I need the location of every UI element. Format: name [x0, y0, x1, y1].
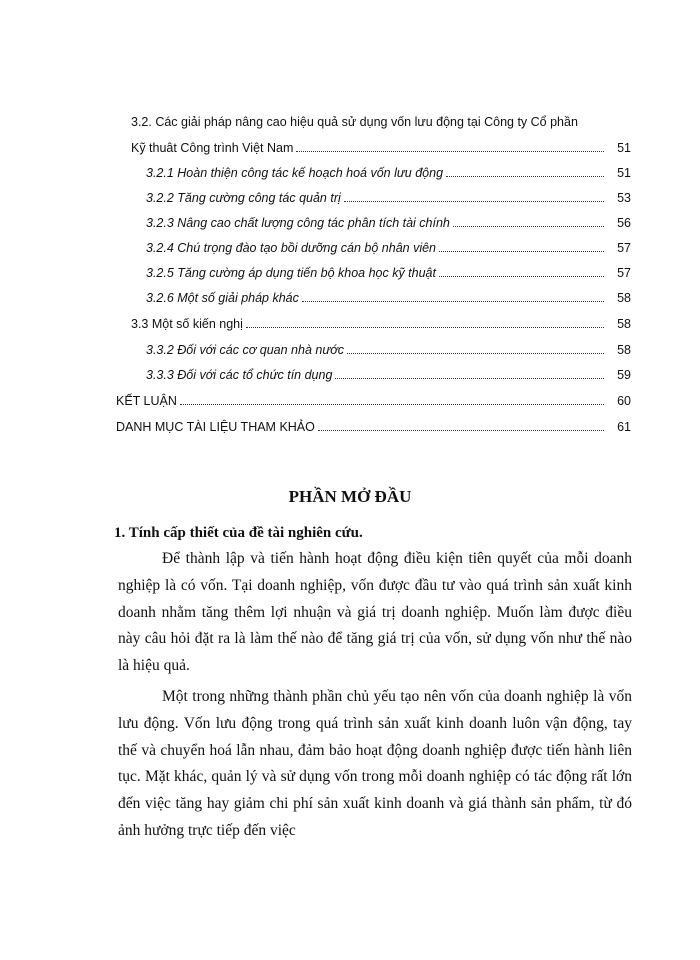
toc-entry-text: 3.2.3 Nâng cao chất lượng công tác phân tích tài chính [146, 216, 450, 230]
toc-entry [146, 290, 631, 306]
toc-page-number: 51 [617, 166, 631, 180]
toc-entry-text: 3.3.2 Đối với các cơ quan nhà nước [146, 343, 345, 357]
toc-entry [146, 265, 631, 281]
toc-entry [146, 367, 631, 383]
toc-entry [131, 316, 631, 332]
toc-page-number: 60 [617, 394, 631, 408]
toc-entry [146, 215, 631, 231]
toc-entry-3-2-title: 3.2. Các giải pháp nâng cao hiệu quả sử dụng vốn lưu động tại Công ty Cổ phần [131, 115, 578, 129]
toc-page-number: 53 [617, 191, 631, 205]
subsection-title: 1. Tính cấp thiết của đề tài nghiên cứu. [114, 525, 363, 541]
toc-leader-dots [453, 216, 604, 227]
toc-entry [146, 342, 631, 358]
toc-leader-dots [439, 241, 604, 252]
toc-entry [146, 165, 631, 181]
toc-leader-dots [344, 191, 604, 202]
toc-leader-dots [302, 291, 604, 302]
toc-page-number: 58 [617, 317, 631, 331]
toc-leader-dots [335, 368, 604, 379]
toc-leader-dots [246, 317, 604, 328]
toc-page-number: 56 [617, 216, 631, 230]
toc-entry [146, 240, 631, 256]
toc-page-number: 58 [617, 343, 631, 357]
toc-leader-dots [439, 266, 604, 277]
body-paragraph: Để thành lập và tiến hành hoạt động điều kiện tiên quyết của mỗi doanh nghiệp là có vốn. Tại doanh nghiệp, vốn được đầu tư vào quá trình sản xuất kinh doanh nhằm tăng thêm lợi nhuận và giá trị doanh nghiệp. Muốn làm được điều này câu hỏi đặt ra là làm thế nào để tăng giá trị của vốn, sử dụng vốn như thế nào là hiệu quả. [118, 550, 632, 675]
toc-entry-text: 3.3 Một số kiến nghị [131, 317, 243, 331]
toc-leader-dots [347, 343, 604, 354]
body-paragraph: Một trong những thành phần chủ yếu tạo nên vốn của doanh nghiệp là vốn lưu động. Vốn lưu động trong quá trình sản xuất kinh doanh luôn vận động, tay thế và chuyển hoá lẫn nhau, đảm bảo hoạt động doanh nghiệp được tiến hành liên tục. Mặt khác, quản lý và sử dụng vốn trong mỗi doanh nghiệp có tác động rất lớn đến việc tăng hay giảm chi phí sản xuất kinh doanh và giá thành sản phẩm, từ đó ảnh hưởng trực tiếp đến việc [118, 688, 632, 839]
toc-entry [116, 419, 631, 435]
toc-entry-text: Kỹ thuât Công trình Việt Nam [131, 141, 294, 155]
table-of-contents [0, 0, 700, 460]
toc-page-number: 58 [617, 291, 631, 305]
toc-entry [131, 140, 631, 156]
section-title: PHẦN MỞ ĐẦU [288, 487, 412, 506]
toc-entry-text: 3.3.3 Đối với các tổ chức tín dụng [146, 368, 333, 382]
toc-entry-text: 3.2.2 Tăng cường công tác quản trị [146, 191, 341, 205]
toc-page-number: 61 [617, 420, 631, 434]
toc-entry-text: 3.2.5 Tăng cường áp dụng tiến bộ khoa học kỹ thuật [146, 266, 436, 280]
toc-entry-text: 3.2.1 Hoàn thiện công tác kế hoạch hoá vốn lưu động [146, 166, 444, 180]
toc-entry-text: DANH MỤC TÀI LIỆU THAM KHẢO [116, 420, 315, 434]
toc-leader-dots [180, 394, 604, 405]
toc-page-number: 57 [617, 241, 631, 255]
toc-leader-dots [296, 141, 604, 152]
toc-leader-dots [446, 166, 604, 177]
toc-entry [116, 393, 631, 409]
toc-entry-text: 3.2.6 Một số giải pháp khác [146, 291, 299, 305]
toc-entry-text: KẾT LUẬN [116, 394, 177, 408]
toc-entry-text: 3.2.4 Chú trọng đào tạo bồi dưỡng cán bộ nhân viên [146, 241, 436, 255]
toc-page-number: 57 [617, 266, 631, 280]
toc-page-number: 51 [617, 141, 631, 155]
toc-leader-dots [318, 420, 604, 431]
toc-entry [146, 190, 631, 206]
toc-page-number: 59 [617, 368, 631, 382]
